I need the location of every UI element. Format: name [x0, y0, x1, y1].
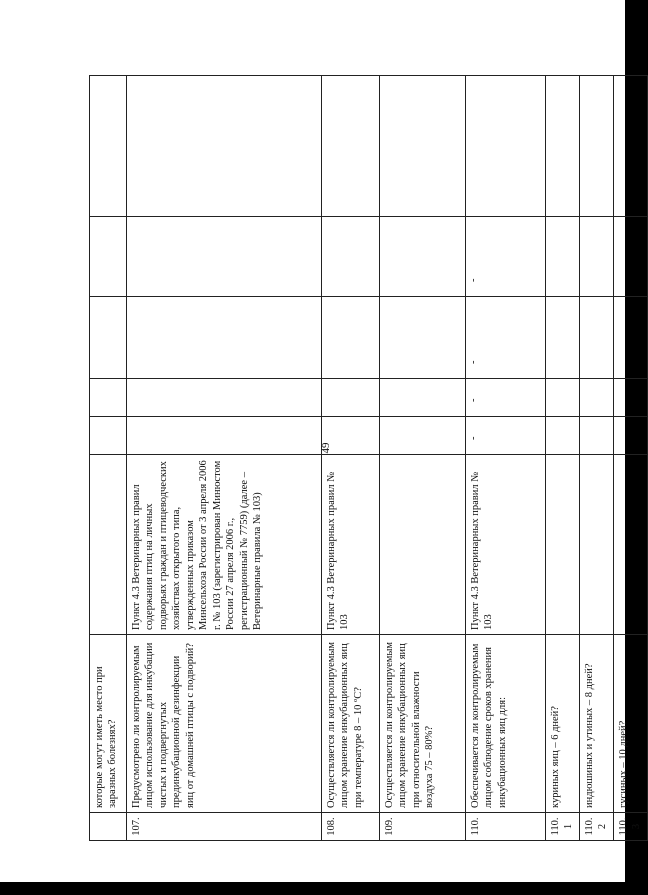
answer-cell — [546, 379, 580, 417]
legal-reference-cell: Пункт 4.3 Ветеринарных правил содержания птиц на личных подворьях граждан и птицеводческих хозяйствах открытого типа, утвержденных приказом Минсельхоза России от 3 апреля 2006 г. № 103 (зарегистрирован Минюстом России 27 апреля 2006 г., регистрационный № 7759) (далее – Ветеринарные правила № 103) — [127, 455, 322, 635]
answer-cell — [127, 76, 322, 217]
legal-reference-cell — [613, 455, 647, 635]
answer-cell — [380, 217, 466, 297]
answer-cell — [90, 217, 127, 297]
answer-cell — [546, 417, 580, 455]
legal-reference-cell — [380, 455, 466, 635]
legal-reference-cell: Пункт 4.3 Ветеринарных правил № 103 — [466, 455, 546, 635]
row-number: 110.1 — [546, 813, 580, 841]
row-number: 109. — [380, 813, 466, 841]
row-number: 110.2 — [579, 813, 613, 841]
answer-cell — [127, 417, 322, 455]
answer-cell — [579, 379, 613, 417]
table-row — [380, 76, 466, 841]
answer-cell — [90, 297, 127, 379]
table-row — [466, 76, 546, 841]
row-number: 107. — [127, 813, 322, 841]
table-body — [90, 76, 648, 841]
row-number — [90, 813, 127, 841]
question-cell: куриных яиц – 6 дней? — [546, 635, 580, 813]
question-cell: которые могут иметь место при заразных болезнях? — [90, 635, 127, 813]
table-row — [579, 76, 613, 841]
answer-cell — [613, 217, 647, 297]
answer-cell — [466, 217, 546, 297]
answer-cell — [90, 379, 127, 417]
answer-cell — [613, 417, 647, 455]
question-cell: Обеспечивается ли контролируемым лицом соблюдение сроков хранения инкубационных яиц для: — [466, 635, 546, 813]
answer-cell — [127, 297, 322, 379]
answer-mark: - — [468, 278, 479, 282]
answer-mark: - — [468, 436, 479, 440]
answer-cell — [546, 297, 580, 379]
legal-reference-cell — [546, 455, 580, 635]
question-cell: Предусмотрено ли контролируемым лицом использование для инкубации чистых и подвергнутых прединкубационной дезинфекции яиц от домашней птицы с подворий? — [127, 635, 322, 813]
answer-cell — [380, 297, 466, 379]
answer-cell — [90, 417, 127, 455]
answer-cell — [90, 76, 127, 217]
checklist-table — [89, 75, 648, 841]
question-cell: индюшиных и утиных – 8 дней? — [579, 635, 613, 813]
table-row — [322, 76, 380, 841]
question-cell: Осуществляется ли контролируемым лицом хранение инкубационных яиц при температуре 8 – 10 ºС? — [322, 635, 380, 813]
table-row — [127, 76, 322, 841]
answer-cell — [380, 379, 466, 417]
question-cell: Осуществляется ли контролируемым лицом хранение инкубационных яиц при относительной влажности воздуха 75 – 80%? — [380, 635, 466, 813]
row-number: 110.3 — [613, 813, 647, 841]
answer-cell — [613, 379, 647, 417]
table-row — [546, 76, 580, 841]
table-row — [90, 76, 127, 841]
answer-cell — [466, 297, 546, 379]
table-row — [613, 76, 647, 841]
answer-cell — [579, 297, 613, 379]
legal-reference-cell — [579, 455, 613, 635]
answer-cell — [127, 379, 322, 417]
row-number: 110. — [466, 813, 546, 841]
answer-cell — [546, 76, 580, 217]
answer-mark: - — [468, 360, 479, 364]
answer-cell — [579, 217, 613, 297]
answer-cell — [546, 217, 580, 297]
answer-cell — [579, 417, 613, 455]
legal-reference-cell: Пункт 4.3 Ветеринарных правил № 103 — [322, 455, 380, 635]
answer-cell — [322, 297, 380, 379]
answer-cell — [380, 417, 466, 455]
page-number: 49 — [320, 442, 332, 454]
answer-mark: - — [468, 398, 479, 402]
answer-cell — [322, 379, 380, 417]
answer-cell — [322, 217, 380, 297]
answer-cell — [579, 76, 613, 217]
answer-cell — [613, 76, 647, 217]
answer-cell — [466, 417, 546, 455]
row-number: 108. — [322, 813, 380, 841]
answer-cell — [613, 297, 647, 379]
question-cell: гусиных – 10 дней? — [613, 635, 647, 813]
answer-cell — [322, 76, 380, 217]
answer-cell — [322, 417, 380, 455]
answer-cell — [466, 76, 546, 217]
legal-reference-cell — [90, 455, 127, 635]
answer-cell — [466, 379, 546, 417]
rotated-table-wrapper — [89, 76, 643, 841]
answer-cell — [127, 217, 322, 297]
answer-cell — [380, 76, 466, 217]
